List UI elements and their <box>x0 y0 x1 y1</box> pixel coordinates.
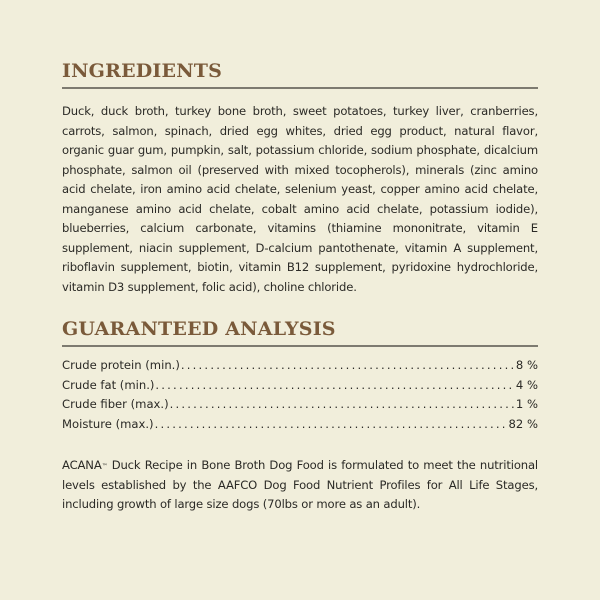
ingredients-divider <box>62 87 538 89</box>
ingredients-list-text: Duck, duck broth, turkey bone broth, sweet potatoes, turkey liver, cranberries, carrots, salmon, spinach, dried egg whites, dried egg product, natural flavor, organic guar gum, pumpkin, salt, potassium chloride, sodium phosphate, dicalcium phosphate, salmon oil (preserved with mixed tocopherols), minerals (zinc amino acid chelate, iron amino acid chelate, selenium yeast, copper amino acid chelate, manganese amino acid chelate, cobalt amino acid chelate, potassium iodide), blueberries, calcium carbonate, vitamins (thiamine mononitrate, vitamin E supplement, niacin supplement, D-calcium pantothenate, vitamin A supplement, riboflavin supplement, biotin, vitamin B12 supplement, pyridoxine hydrochloride, vitamin D3 supplement, folic acid), choline chloride. <box>62 104 538 294</box>
dot-leader <box>170 395 515 415</box>
analysis-label: Crude protein (min.) <box>62 358 180 372</box>
analysis-value: 1 % <box>515 397 538 411</box>
guaranteed-analysis-table <box>62 356 538 434</box>
analysis-row-crude-protein <box>62 356 538 376</box>
analysis-value: 4 % <box>515 377 538 392</box>
brand-name: ACANA <box>62 458 102 472</box>
nutrition-panel <box>62 58 538 515</box>
guaranteed-analysis-divider <box>62 345 538 347</box>
ingredients-heading: INGREDIENTS <box>62 60 223 82</box>
guaranteed-analysis-heading: GUARANTEED ANALYSIS <box>62 318 336 340</box>
statement-text: Duck Recipe in Bone Broth Dog Food is formulated to meet the nutritional levels established by the AAFCO Dog Food Nutrient Profiles for All Life Stages, including growth of large size dogs (70lbs or more as an adult). <box>62 458 538 511</box>
dot-leader <box>181 356 515 376</box>
ingredients-section <box>62 58 538 297</box>
aafco-statement <box>62 456 538 515</box>
analysis-value: 8 % <box>515 358 538 372</box>
analysis-label: Crude fat (min.) <box>62 377 155 392</box>
analysis-label: Moisture (max.) <box>62 416 154 431</box>
analysis-row-moisture <box>62 415 538 435</box>
dot-leader <box>155 376 515 396</box>
dot-leader <box>155 415 508 435</box>
analysis-row-crude-fat <box>62 376 538 396</box>
analysis-row-crude-fiber <box>62 395 538 415</box>
analysis-value: 82 % <box>508 416 538 431</box>
guaranteed-analysis-section <box>62 316 538 434</box>
trademark-symbol: ™ <box>101 463 108 470</box>
analysis-label: Crude fiber (max.) <box>62 397 169 411</box>
